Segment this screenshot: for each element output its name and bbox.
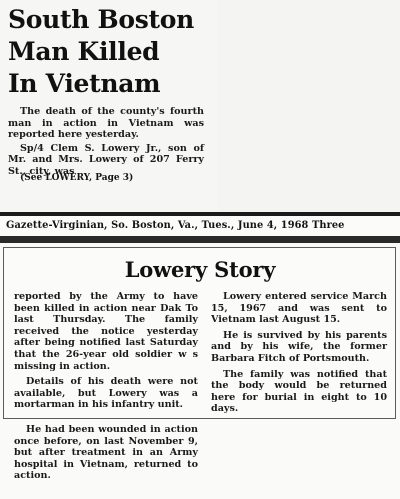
- story-paragraph: Details of his death were not available, but Lowery was a mortarman in his infantry unit.: [14, 376, 198, 411]
- story-paragraph: Lowery entered service March 15, 1967 and was sent to Vietnam last August 15.: [211, 291, 387, 326]
- story-left-column: [14, 291, 198, 415]
- lead-article: [8, 106, 204, 179]
- story-paragraph: reported by the Army to have been killed in action near Dak To last Thursday. The family received the notice yesterday after being notified last Saturday that the 26-year old soldier w s missing in action.: [14, 291, 198, 372]
- story-right-column: [211, 291, 387, 419]
- headline-line-2: Man Killed: [8, 37, 160, 66]
- story-paragraph: He had been wounded in action once before, on last November 9, but after treatment in an Army hospital in Vietnam, returned to action.: [14, 424, 198, 482]
- separator-rule-top: [0, 212, 400, 216]
- blank-margin: [218, 0, 400, 213]
- story-left-tail: [14, 424, 198, 486]
- jump-reference: (See LOWERY, Page 3): [20, 173, 134, 183]
- story-paragraph: The family was notified that the body would be returned here for burial in eight to 10 days.: [211, 368, 387, 415]
- story-paragraph: He is survived by his parents and by his wife, the former Barbara Fitch of Portsmouth.: [211, 329, 387, 364]
- lead-paragraph-2: Sp/4 Clem S. Lowery Jr., son of Mr. and Mrs. Lowery of 207 Ferry St., city, was: [8, 142, 204, 177]
- story-title: Lowery Story: [124, 257, 276, 282]
- front-headline: [8, 4, 213, 100]
- page-dateline: Gazette-Virginian, So. Boston, Va., Tues., June 4, 1968 Three: [6, 220, 345, 231]
- lead-paragraph-1: The death of the county's fourth man in action in Vietnam was reported here yesterday.: [8, 106, 204, 140]
- separator-rule-bottom: [0, 236, 400, 243]
- headline-line-1: South Boston: [8, 5, 195, 34]
- headline-line-3: In Vietnam: [8, 69, 161, 98]
